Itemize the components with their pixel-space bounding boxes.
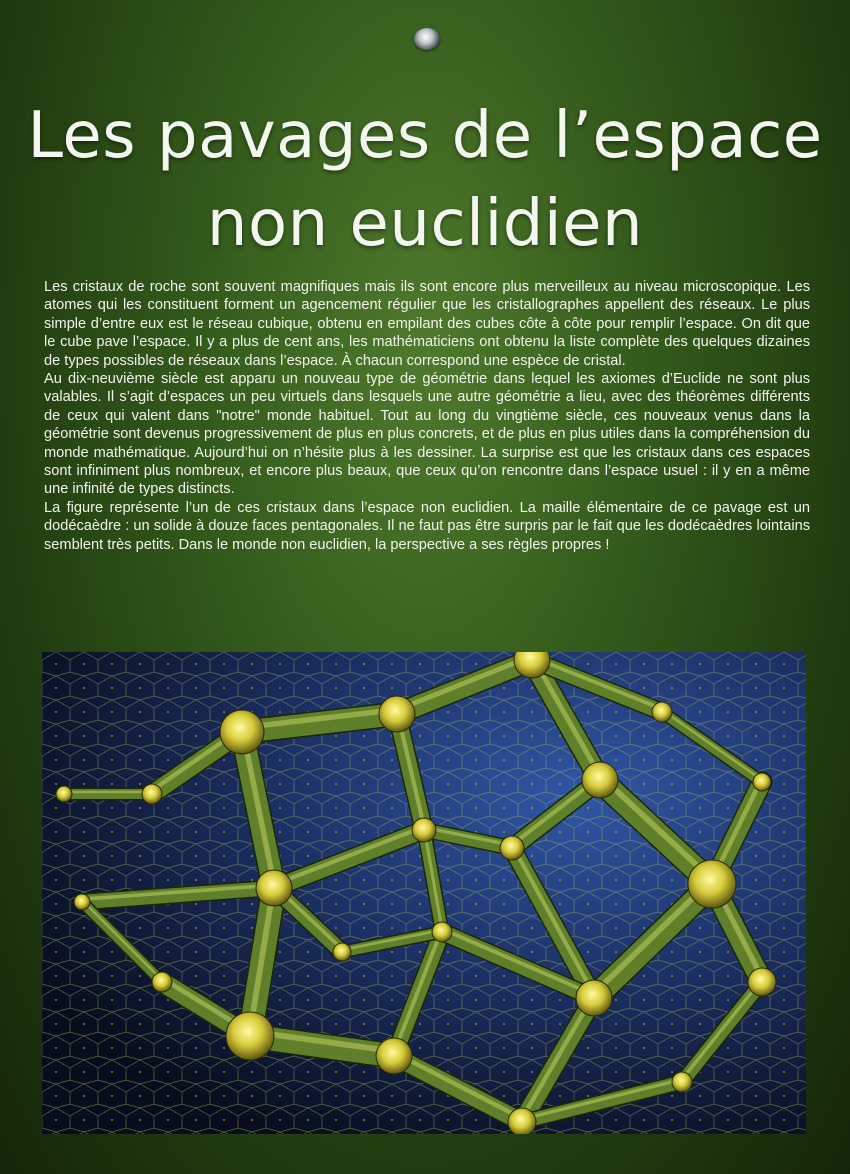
hanging-hole xyxy=(414,28,440,50)
tiling-node-7 xyxy=(500,836,524,860)
tiling-node-3 xyxy=(582,762,618,798)
tiling-node-16 xyxy=(432,922,452,942)
tiling-node-1 xyxy=(379,696,415,732)
tiling-node-13 xyxy=(56,786,72,802)
tiling-node-0 xyxy=(220,710,264,754)
tiling-illustration xyxy=(42,652,806,1134)
hyperbolic-dodecahedral-tiling-figure xyxy=(42,652,806,1134)
title-line-2: non euclidien xyxy=(206,187,644,261)
tiling-node-4 xyxy=(688,860,736,908)
tiling-node-6 xyxy=(412,818,436,842)
tiling-node-15 xyxy=(74,894,90,910)
tiling-node-20 xyxy=(508,1108,536,1134)
tiling-node-11 xyxy=(748,968,776,996)
tiling-node-17 xyxy=(333,943,351,961)
paragraph-1: Les cristaux de roche sont souvent magnifiques mais ils sont encore plus merveilleux au niveau microscopique. Les atomes qui les constituent forment un agencement régulier que les cristallographes appellent des réseaux. Le plus simple d’entre eux est le réseau cubique, obtenu en empilant des cubes côte à côte pour remplir l’espace. On dit que le cube pave l’espace. Il y a plus de cent ans, les mathématiciens ont obtenu la liste complète des quelques dizaines de types possibles de réseaux dans l’espace. À chacun correspond une espèce de cristal. xyxy=(44,279,810,369)
tiling-node-18 xyxy=(652,702,672,722)
paragraph-2: Au dix-neuvième siècle est apparu un nouveau type de géométrie dans lequel les axiomes d’Euclide ne sont plus valables. Il s’agit d’espaces un peu virtuels dans lesquels une autre géométrie a lieu, avec des théorèmes différents de ceux qui valent dans "notre" monde habituel. Tout au long du vingtième siècle, ces nouveaux venus dans la géométrie sont devenus progressivement de plus en plus concrets, et de plus en plus utiles dans la compréhension du monde mathématique. Aujourd’hui on n’hésite plus à les dessiner. La surprise est que les cristaux dans ces espaces sont infiniment plus nombreux, et encore plus beaux, que ceux qu’on rencontre dans l’espace usuel : il y en a même une infinité de types distincts. xyxy=(44,371,810,498)
article-body xyxy=(44,278,810,554)
tiling-node-12 xyxy=(142,784,162,804)
tiling-node-21 xyxy=(672,1072,692,1092)
tiling-node-14 xyxy=(152,972,172,992)
page-title xyxy=(0,92,850,268)
tiling-node-9 xyxy=(376,1038,412,1074)
tiling-node-10 xyxy=(576,980,612,1016)
paragraph-3: La figure représente l’un de ces cristaux dans l’espace non euclidien. La maille élémentaire de ce pavage est un dodécaèdre : un solide à douze faces pentagonales. Il ne faut pas être surpris par le fait que les dodécaèdres lointains semblent très petits. Dans le monde non euclidien, la perspective a ses règles propres ! xyxy=(44,499,810,553)
tiling-node-8 xyxy=(226,1012,274,1060)
tiling-node-19 xyxy=(753,773,771,791)
title-line-1: Les pavages de l’espace xyxy=(27,99,823,173)
tiling-node-5 xyxy=(256,870,292,906)
